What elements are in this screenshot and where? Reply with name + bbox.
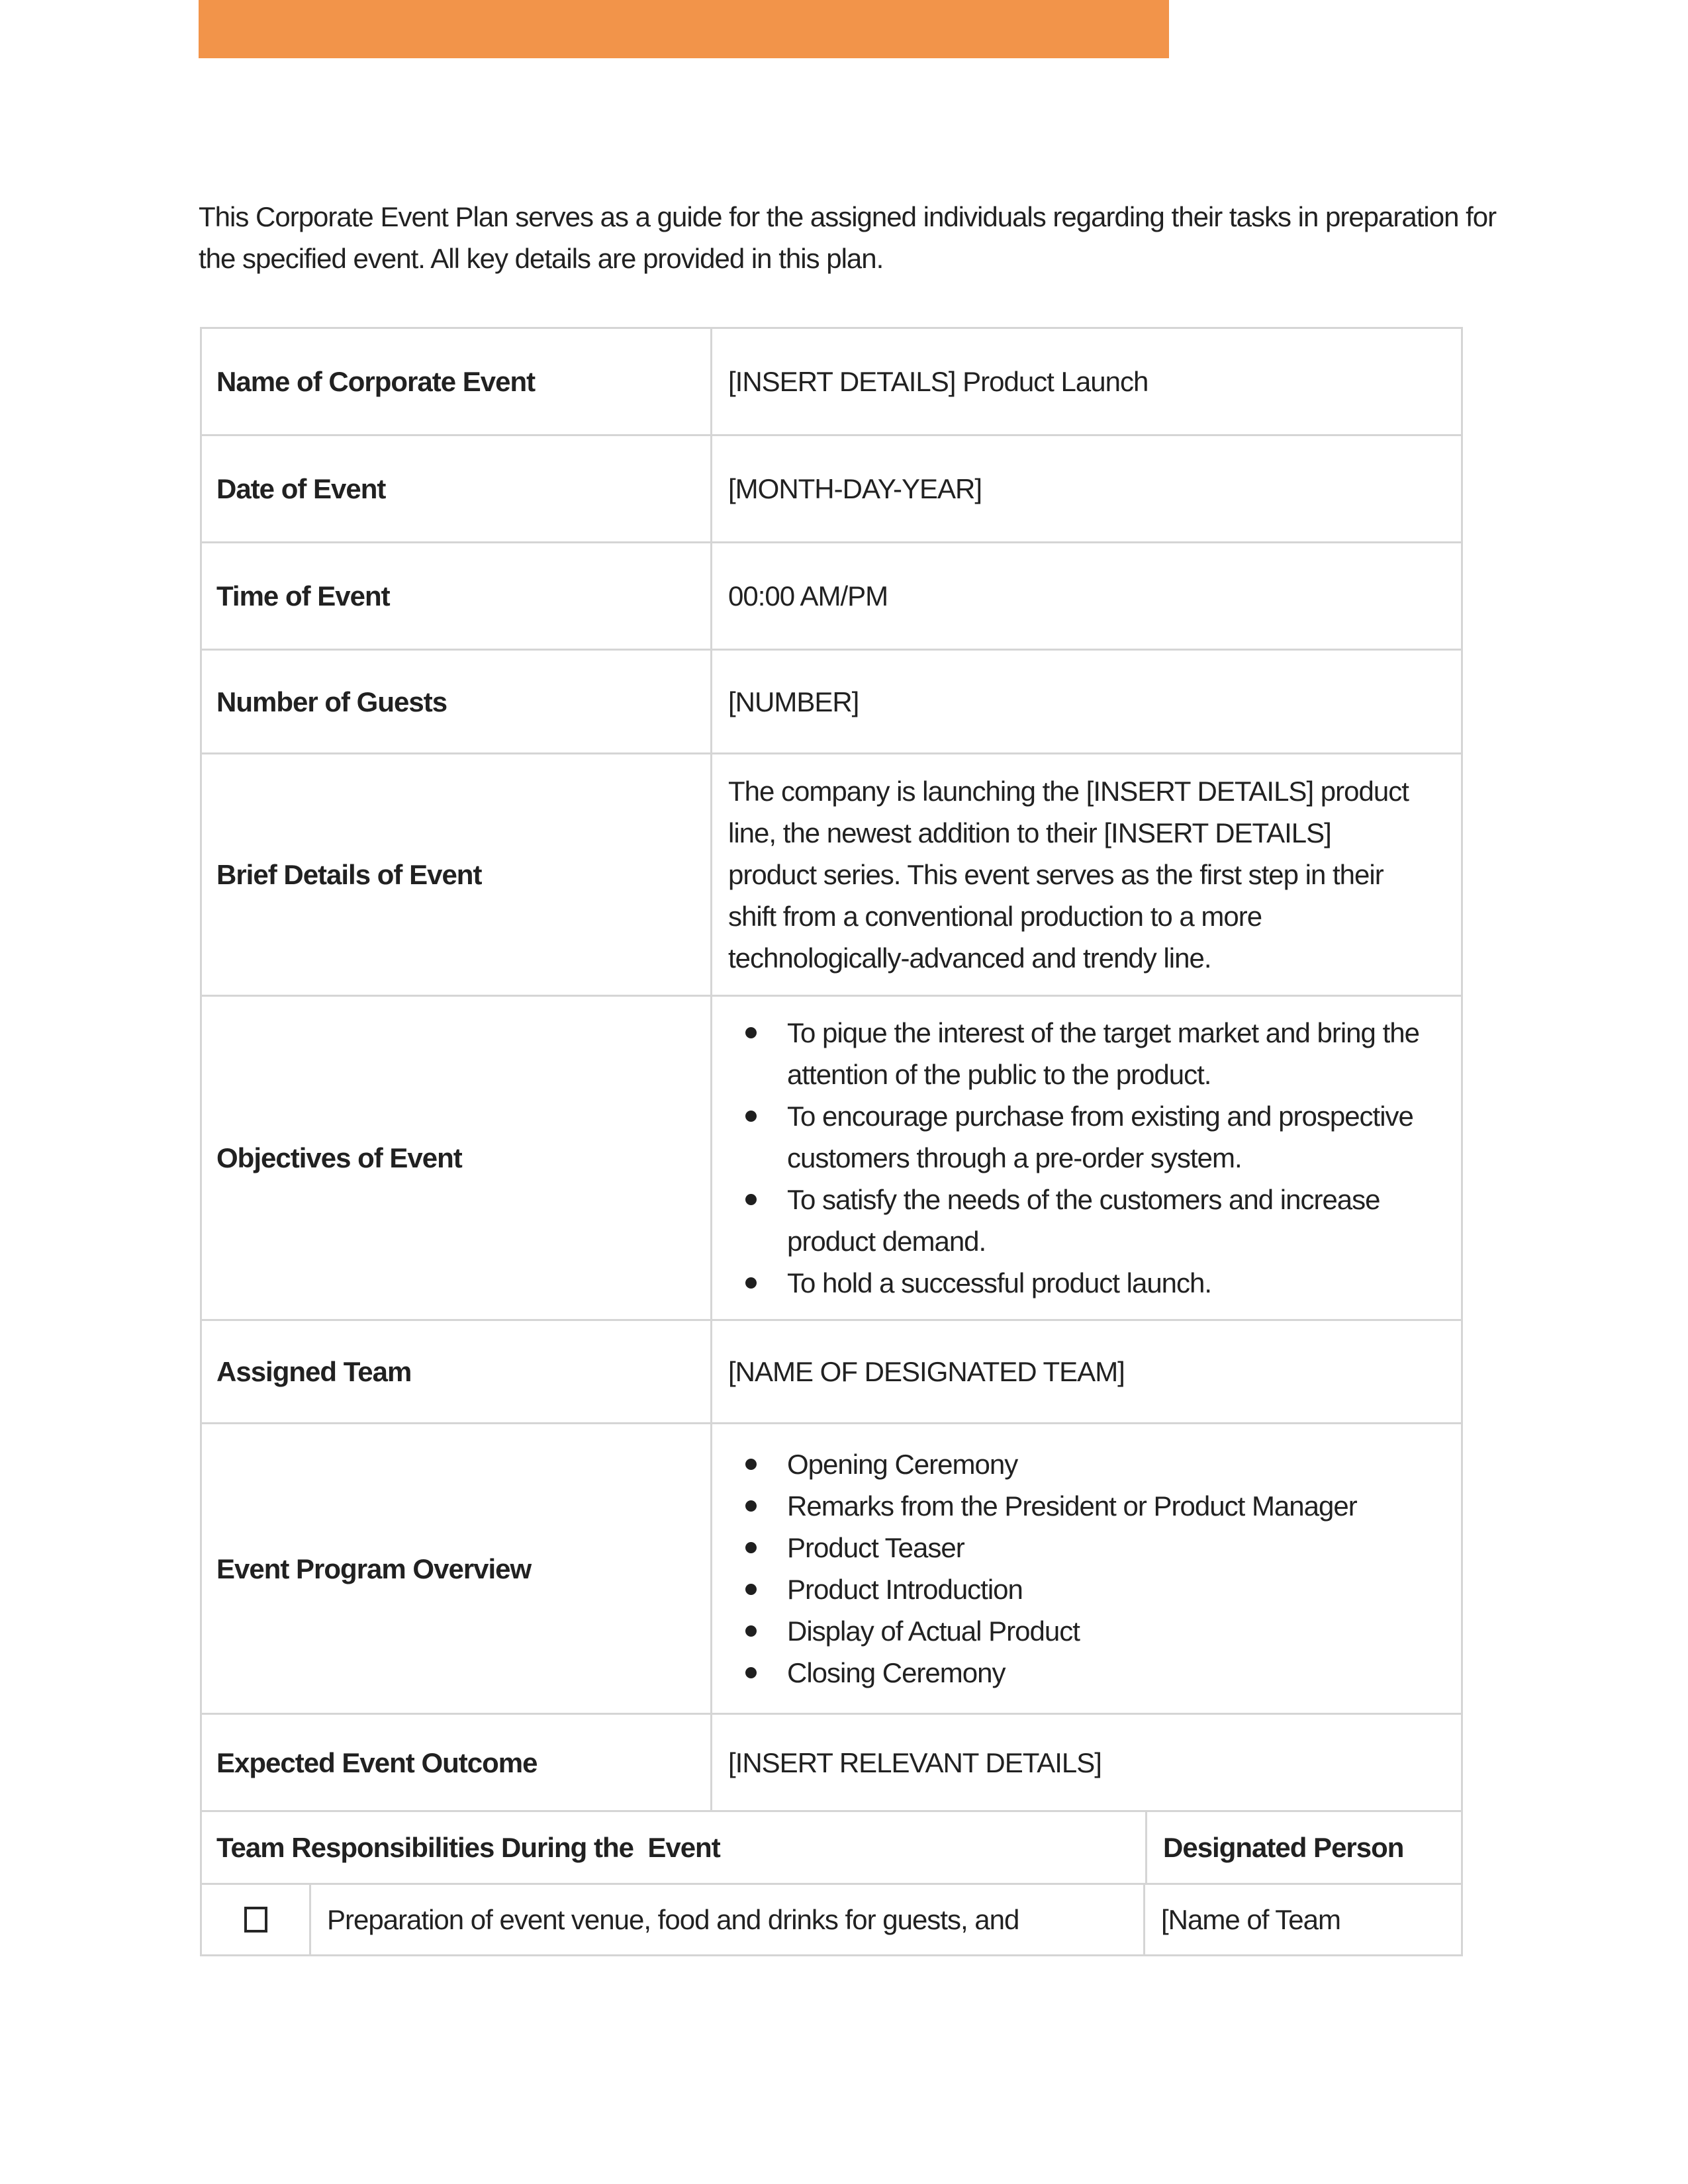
bullet-icon [745, 1027, 757, 1038]
bullet-item [728, 1262, 1425, 1304]
designated-person-header: Designated Person [1163, 1832, 1404, 1863]
bullet-text: Closing Ceremony [787, 1657, 1006, 1688]
row-label: Assigned Team [202, 1321, 712, 1422]
bullet-icon [745, 1625, 757, 1637]
row-value: [NUMBER] [728, 686, 859, 717]
bullet-item [728, 1443, 1425, 1485]
row-label: Brief Details of Event [202, 754, 712, 995]
bullet-text: Opening Ceremony [787, 1449, 1018, 1480]
header-banner [199, 0, 1169, 58]
row-value: [INSERT RELEVANT DETAILS] [728, 1747, 1102, 1778]
bullet-item [728, 1179, 1425, 1262]
bullet-text: Product Teaser [787, 1532, 964, 1563]
bullet-icon [745, 1542, 757, 1553]
responsibilities-header-row [202, 1810, 1461, 1883]
bullet-item [728, 1095, 1425, 1179]
bullet-icon [745, 1194, 757, 1205]
table-row [202, 752, 1461, 995]
checkbox-cell [202, 1885, 311, 1954]
bullet-icon [745, 1277, 757, 1289]
bullet-item [728, 1652, 1425, 1694]
row-label: Date of Event [202, 436, 712, 541]
table-row [202, 329, 1461, 434]
table-row [202, 995, 1461, 1319]
bullet-item [728, 1485, 1425, 1527]
bullet-icon [745, 1459, 757, 1470]
bullet-text: Remarks from the President or Product Manager [787, 1490, 1357, 1522]
bullet-text: Display of Actual Product [787, 1615, 1080, 1647]
responsibility-row [202, 1883, 1461, 1954]
table-row [202, 1319, 1461, 1422]
table-row [202, 649, 1461, 752]
bullet-list [712, 1424, 1461, 1713]
table-row [202, 434, 1461, 541]
row-value: The company is launching the [INSERT DETAILS] product line, the newest addition to their [INSERT DETAILS] product series. This event serves as the first step in their shift from a conventional production to a more technologically-advanced and trendy line. [728, 776, 1409, 974]
responsibility-person: [Name of Team [1161, 1904, 1341, 1935]
bullet-item [728, 1569, 1425, 1610]
row-value: [NAME OF DESIGNATED TEAM] [728, 1356, 1125, 1387]
table-row [202, 1713, 1461, 1810]
table-row [202, 1422, 1461, 1713]
bullet-icon [745, 1500, 757, 1512]
checkbox-unchecked[interactable] [244, 1907, 267, 1933]
bullet-text: To satisfy the needs of the customers and increase product demand. [787, 1184, 1380, 1257]
row-label: Time of Event [202, 543, 712, 649]
bullet-icon [745, 1111, 757, 1122]
row-label: Name of Corporate Event [202, 329, 712, 434]
bullet-item [728, 1610, 1425, 1652]
intro-paragraph: This Corporate Event Plan serves as a guide for the assigned individuals regarding their tasks in preparation for the specified event. All key details are provided in this plan. [199, 201, 1497, 274]
bullet-text: Product Introduction [787, 1574, 1023, 1605]
bullet-icon [745, 1667, 757, 1678]
bullet-list [712, 997, 1461, 1319]
bullet-item [728, 1527, 1425, 1569]
row-value: 00:00 AM/PM [728, 580, 888, 612]
event-details-table [200, 327, 1463, 1956]
table-row [202, 541, 1461, 649]
row-label: Objectives of Event [202, 997, 712, 1319]
row-label: Event Program Overview [202, 1424, 712, 1713]
row-label: Number of Guests [202, 651, 712, 752]
bullet-item [728, 1012, 1425, 1095]
bullet-icon [745, 1584, 757, 1595]
row-value: [INSERT DETAILS] Product Launch [728, 366, 1149, 397]
responsibilities-header: Team Responsibilities During the Event [202, 1812, 1147, 1883]
bullet-text: To hold a successful product launch. [787, 1267, 1212, 1298]
bullet-text: To encourage purchase from existing and prospective customers through a pre-order system. [787, 1101, 1413, 1173]
row-value: [MONTH-DAY-YEAR] [728, 473, 982, 504]
bullet-text: To pique the interest of the target market and bring the attention of the public to the product. [787, 1017, 1419, 1090]
row-label: Expected Event Outcome [202, 1715, 712, 1810]
responsibility-task: Preparation of event venue, food and drinks for guests, and [311, 1885, 1145, 1954]
